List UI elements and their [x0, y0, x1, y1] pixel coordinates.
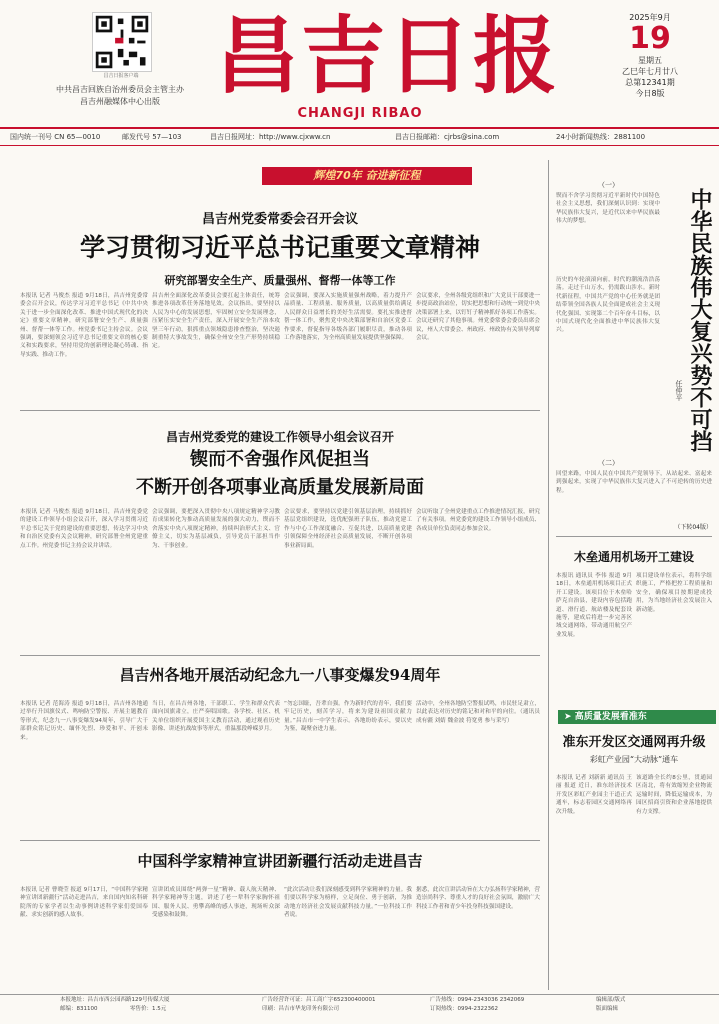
section-banner	[558, 710, 716, 724]
date-block	[590, 12, 710, 99]
commentary-vertical-title: 中华民族伟大复兴势不可挡	[687, 188, 713, 452]
footer-tags: 编辑部/版式	[596, 997, 626, 1003]
continued-note: （下转04版）	[674, 524, 712, 531]
section-one: （一）	[598, 181, 619, 189]
footer	[0, 994, 719, 1021]
article1-subhead: 研究部署安全生产、质量强州、督帮一体等工作	[164, 274, 396, 287]
traffic-col1: 本报讯 记者 刘新新 通讯员 王丽 报道 近日，准东经济技术开发区彩虹产业园主干道正式通车，标志着园区交通网络再次升级。	[556, 775, 632, 815]
arrow-icon: ➤	[564, 712, 575, 722]
masthead-title: 昌吉日报	[215, 6, 560, 105]
article3-col4: 活动中，全州各地防空警报试鸣，市民驻足肃立，以此表达对历史的铭记和对和平的向往。（通讯员 成有疆 刘婧 魏金波 符宽勇 参与采写）	[416, 701, 540, 724]
qr-code-pattern	[93, 13, 151, 71]
website[interactable]: 昌吉日报网址：http://www.cjxww.cn	[210, 133, 331, 141]
article2-col3: 会议要求，要坚持以党建引领基层治理，持续抓好基层党组织建设，选优配强班子队伍，推动党建工作与中心工作深度融合、互促共进，以高质量党建引领保障全州经济社会高质量发展，不断开创各项事业新局面。	[284, 509, 412, 549]
commentary-para2: 历史的车轮滚滚向前，时代的潮流浩浩荡荡。走过千山万水，仍需跋山涉水。新时代新征程，中国共产党的中心任务就是团结带领全国各族人民全面建成社会主义现代化强国、实现第二个百年奋斗目标，以中国式现代化全面推进中华民族伟大复兴。	[556, 277, 660, 334]
date-weekday: 星期五	[638, 56, 662, 65]
article3-col2: 当日，在昌吉州各地，干部职工、学生和群众代表面向国旗肃立，庄严奏唱国歌。各学校、社区、机关单位组织开展爱国主义教育活动，通过观看历史影像、讲述抗战故事等形式，重温那段峥嵘岁月。	[152, 701, 280, 733]
article1-col1: 本报讯 记者 马俊杰 报道 9月18日，昌吉州党委常委会召开会议，传达学习习近平总书记《中共中央关于进一步全面深化改革、推进中国式现代化的决定》重要文章精神，研究部署安全生产、质量强州、督帮一体等工作。州党委书记主持会议。会议强调，要深刻领会习近平总书记重要文章的核心要义和实践要求，坚持用党的创新理论凝心铸魂、指导实践、推动工作。	[20, 293, 148, 358]
article4-col4: 据悉，此次宣讲活动旨在大力弘扬科学家精神，营造崇尚科学、尊重人才的良好社会氛围，激励广大科技工作者和青少年投身科技强国建设。	[416, 887, 540, 910]
hotline: 24小时新闻热线：2881100	[556, 133, 646, 141]
article4-col3: “此次活动让我们深刻感受到科学家精神的力量。我们要以科学家为榜样，立足岗位、勇于创新，为推动地方经济社会发展贡献科技力量。”一位科技工作者说。	[284, 887, 412, 919]
masthead-pinyin: CHANGJI RIBAO	[297, 106, 423, 121]
traffic-col2: 该道路全长约8公里，贯通园区南北，将有效缩短企业物流运输时间，降低运输成本，为园区招商引资和企业落地提供有力支撑。	[636, 775, 712, 815]
footer-sub-hotline: 订阅热线：0994-2322362	[430, 1006, 498, 1012]
divider	[20, 410, 540, 411]
info-bar	[0, 127, 719, 146]
article2-kicker: 昌吉州党委党的建设工作领导小组会议召开	[165, 430, 394, 444]
article1-col3: 会议强调，要深入实施质量强州战略，着力提升产品质量、工程质量、服务质量，以高质量供给满足人民群众日益增长的美好生活需要。要扎实推进督帮一体工作，聚焦党中央决策部署和自治区党委工作要求，督促指导各级各部门履职尽责，推动各项工作落地落实，为全州高质量发展提供坚强保障。	[284, 293, 412, 342]
postal-code: 邮发代号 57—103	[122, 133, 182, 141]
date-month: 2025年9月	[629, 13, 671, 22]
airport-col2: 项目建设单位表示，将科学组织施工，严格把控工程质量和安全，确保项目按期建成投用，为当地经济社会发展注入新动能。	[636, 573, 712, 613]
footer-address: 本报地址：昌吉市西公园西路129号传媒大厦	[60, 997, 170, 1003]
cn-number: 国内统一刊号 CN 65—0010	[10, 133, 101, 141]
article2-headline-2: 不断开创各项事业高质量发展新局面	[136, 477, 424, 498]
article1-col4: 会议要求，全州各级党组织和广大党员干部要进一步提高政治站位，切实把思想和行动统一到党中央决策部署上来，以钉钉子精神抓好各项工作落实。会议还研究了其他事项。州党委常委会委员出席会议，州人大常委会、州政府、州政协有关领导列席会议。	[416, 293, 540, 342]
article2-col2: 会议强调，要把深入贯彻中央八项规定精神学习教育成果转化为推动高质量发展的强大动力，锲而不舍落实中央八项规定精神，持续纠治形式主义、官僚主义，切实为基层减负，引导党员干部担当作为、干事创业。	[152, 509, 280, 549]
divider	[20, 840, 540, 841]
column-divider	[548, 160, 549, 990]
article3-headline: 昌吉州各地开展活动纪念九一八事变爆发94周年	[119, 666, 441, 684]
footer-ad-hotline: 广告热线：0994-2343036 2342069	[430, 997, 525, 1003]
article2-col1: 本报讯 记者 马俊杰 报道 9月18日，昌吉州党委党的建设工作领导小组会议召开，深入学习贯彻习近平总书记关于党的建设的重要思想，传达学习中央和自治区党委有关会议精神，研究部署全州党建重点工作。州党委书记主持会议并讲话。	[20, 509, 148, 549]
airport-col1: 本报讯 通讯员 李伟 报道 9月18日，木垒通用机场项目正式开工建设。该项目位于木垒哈萨克自治县，建设内容包括跑道、滑行道、航站楼及配套设施等，建成后将进一步完善区域交通网络，带动通用航空产业发展。	[556, 573, 632, 638]
article4-col1: 本报讯 记者 曹晓莹 报道 9月17日，“中国科学家精神宣讲团新疆行”活动走进昌吉，来自国内知名科研院所的专家学者以生动事例讲述科学家们爱国奉献、求实创新的感人故事。	[20, 887, 148, 919]
article2-col4: 会议听取了全州党建重点工作推进情况汇报，研究了有关事项。州党委党的建设工作领导小组成员、各成员单位负责同志参加会议。	[416, 509, 540, 532]
publisher-line-1: 中共昌吉回族自治州委员会主管主办	[56, 85, 184, 94]
article3-col1: 本报讯 记者 范海涛 报道 9月18日，昌吉州各地通过举行升国旗仪式、鸣响防空警报、开展主题教育等形式，纪念九一八事变爆发94周年，引导广大干部群众铭记历史、缅怀先烈、珍爱和平、开创未来。	[20, 701, 148, 741]
email[interactable]: 昌吉日报邮箱：cjrbs@sina.com	[395, 133, 500, 141]
publisher-line-2: 昌吉州融媒体中心出版	[80, 97, 160, 106]
commentary-para1: 锲而不舍学习贯彻习近平新时代中国特色社会主义思想，我们深刻认识到：实现中华民族伟大复兴，是近代以来中华民族最伟大的梦想。	[556, 193, 660, 225]
qr-caption: 昌吉日报客户端	[103, 73, 139, 79]
divider	[20, 655, 540, 656]
section-two: （二）	[598, 459, 619, 467]
issue-number: 总第12341期	[625, 78, 675, 87]
article3-col3: “勿忘国耻，吾辈自强。作为新时代的青年，我们要牢记历史，刻苦学习，将来为建设祖国贡献力量。”昌吉市一中学生表示。各地纷纷表示，要以史为鉴，凝聚奋进力量。	[284, 701, 412, 733]
traffic-headline: 准东开发区交通网再升级	[562, 735, 706, 750]
date-day: 19	[629, 21, 671, 56]
footer-ad-license: 广告经营许可证：昌工商广字652300400001	[262, 997, 376, 1003]
article4-headline: 中国科学家精神宣讲团新疆行活动走进昌吉	[137, 852, 423, 870]
footer-editor: 版面编辑	[596, 1006, 619, 1012]
article1-col2: 昌吉州全面深化改革委员会要扛起主体责任，统筹推进各项改革任务落地见效。会议指出，要坚持以人民为中心的发展思想，牢固树立安全发展理念，压紧压实安全生产责任，深入开展安全生产治本攻坚三年行动，狠抓重点领域隐患排查整治，坚决遏制重特大事故发生，确保全州安全生产形势持续稳定。	[152, 293, 280, 350]
article1-kicker: 昌吉州党委常委会召开会议	[201, 212, 358, 227]
anniversary-banner: 辉煌70年 奋进新征程	[262, 167, 472, 185]
publisher-info	[20, 84, 220, 108]
section-banner-label: 高质量发展看准东	[574, 712, 647, 722]
article1-headline: 学习贯彻习近平总书记重要文章精神	[79, 233, 480, 262]
footer-printer: 印刷：昌吉市华龙印务有限公司	[262, 1006, 340, 1012]
page-count: 今日8版	[635, 89, 665, 98]
divider	[556, 536, 712, 537]
footer-zip: 邮编：831100	[60, 1006, 98, 1012]
date-lunar: 乙巳年七月廿八	[622, 67, 678, 76]
airport-headline: 木垒通用机场开工建设	[573, 550, 694, 564]
article4-col2: 宣讲团成员围绕“两弹一星”精神、载人航天精神、科学家精神等主题，讲述了老一辈科学家胸怀祖国、服务人民、勇攀高峰的感人事迹，现场听众深受感染和鼓舞。	[152, 887, 280, 919]
commentary-para3: 回望来路，中国人民在中国共产党领导下，从站起来、富起来到强起来，实现了中华民族伟大复兴进入了不可逆转的历史进程。	[556, 471, 712, 494]
article2-headline-1: 锲而不舍强作风促担当	[190, 449, 370, 470]
traffic-subhead: 彩虹产业园“大动脉”通车	[589, 755, 679, 764]
qr-code	[92, 12, 152, 72]
commentary-author: 任仲平	[675, 380, 683, 401]
footer-price: 零售价：1.5元	[130, 1006, 167, 1012]
